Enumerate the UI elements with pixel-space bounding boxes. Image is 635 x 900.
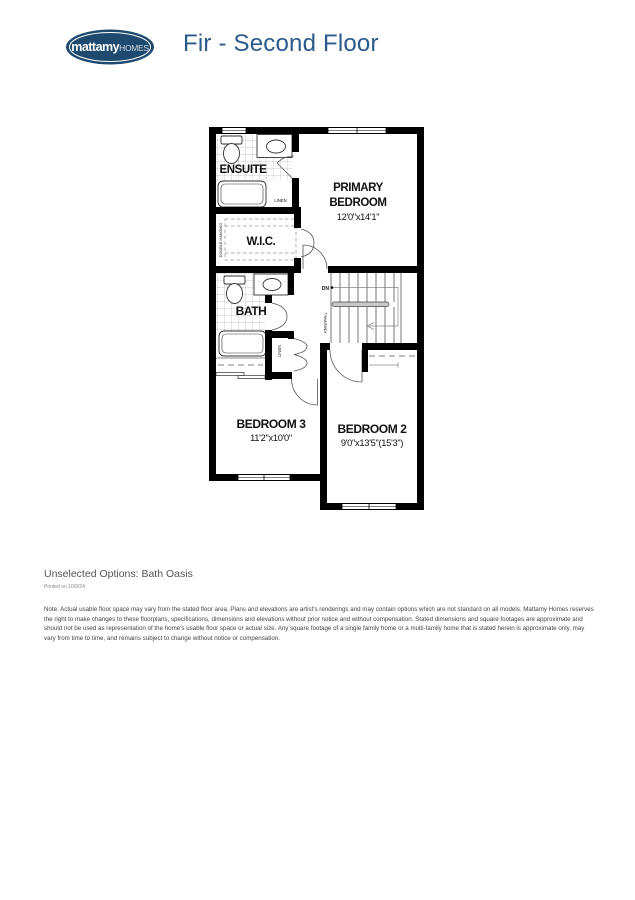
printed-date: Printed on 10/9/24 (44, 584, 85, 590)
bedroom2-dimensions: 9'0"x13'5"(15'3") (340, 438, 404, 448)
bedroom2-label: BEDROOM 2 (337, 422, 407, 436)
ensuite-label: ENSUITE (219, 164, 267, 176)
wall-bedroom2-closet (362, 343, 368, 372)
wall-bedroom-divider (320, 371, 327, 510)
bath-tub-inner (222, 334, 263, 353)
bedroom3-closet-slider-1 (216, 373, 244, 376)
bath-toilet-bowl-icon (227, 284, 243, 304)
floorplan (190, 115, 440, 525)
linen-lower-label: LINEN (277, 344, 282, 358)
linen-upper-label: LINEN (274, 198, 287, 203)
wall-stair-bottom (362, 343, 417, 350)
bedroom2-door (330, 350, 362, 382)
wall-bedroom3-top (265, 372, 292, 379)
mattamy-homes-logo (64, 28, 156, 71)
bedroom3-label: BEDROOM 3 (236, 417, 306, 431)
primary-bedroom-door (303, 245, 327, 269)
floorplan-drawing (190, 115, 440, 525)
bath-sink-basin-icon (263, 279, 281, 291)
primary-bedroom-dimensions: 12'0"x14'1" (336, 212, 380, 222)
ensuite-toilet-icon (221, 136, 242, 144)
primary-bedroom-label-line2: BEDROOM (329, 197, 387, 209)
bedroom2-window (342, 504, 396, 510)
mattamy-homes-logo-graphic (64, 28, 156, 66)
bedroom3-closet-slider-2 (238, 376, 265, 379)
ensuite-sink-basin-icon (267, 140, 286, 153)
bedroom3-door (292, 379, 318, 405)
disclaimer-note: Note: Actual usable floor space may vary from the stated floor area. Plans and elevations are artist's renderings and may contain options which are not standard on all models. Mattamy Homes reserves the right to make changes to these floorplans, specifications, dimensions and elevations without prior notice and without compensation. Stated dimensions and square footages are approximate and should not be used as representation of the home's usable floor space or actual size. Any square footage of a single family home or a multi-family home that is stated herein is approximate only, may vary from time to time, and remains subject to change without notice or compensation. (44, 606, 594, 642)
logo-text-primary: mattamy (71, 40, 120, 54)
bath-toilet-icon (224, 276, 245, 284)
logo-text-secondary: HOMES (119, 43, 149, 53)
stair-handrail (332, 302, 389, 307)
page-title: Fir - Second Floor (183, 30, 379, 57)
wall-ensuite-wic (209, 207, 301, 214)
wall-left (209, 127, 216, 481)
ensuite-toilet-bowl-icon (224, 144, 240, 164)
staircase (331, 273, 401, 343)
ensuite-tub-inner (221, 184, 263, 204)
stairs-down-label: DN (321, 286, 329, 292)
kneewall-label: KNEEWALL (323, 312, 328, 333)
ensuite-window (222, 128, 246, 134)
bedroom3-dimensions: 11'2"x10'0" (250, 433, 292, 443)
primary-bedroom-window (328, 128, 386, 134)
logo-text (71, 40, 149, 54)
bedroom3-window (238, 475, 290, 481)
bath-label: BATH (235, 304, 267, 318)
wic-label: W.I.C. (246, 236, 276, 248)
primary-bedroom-label-line1: PRIMARY (333, 182, 383, 194)
linen-bifold-doors (294, 339, 307, 372)
wall-right (417, 127, 424, 510)
wall-primary-bottom (328, 266, 424, 273)
unselected-options-label: Unselected Options: Bath Oasis (44, 568, 193, 580)
stair-treads-lower (340, 307, 394, 343)
wall-wic-bottom (209, 266, 301, 273)
bath-door (272, 303, 287, 330)
double-hanging-label: DOUBLE HANGING (219, 222, 223, 258)
